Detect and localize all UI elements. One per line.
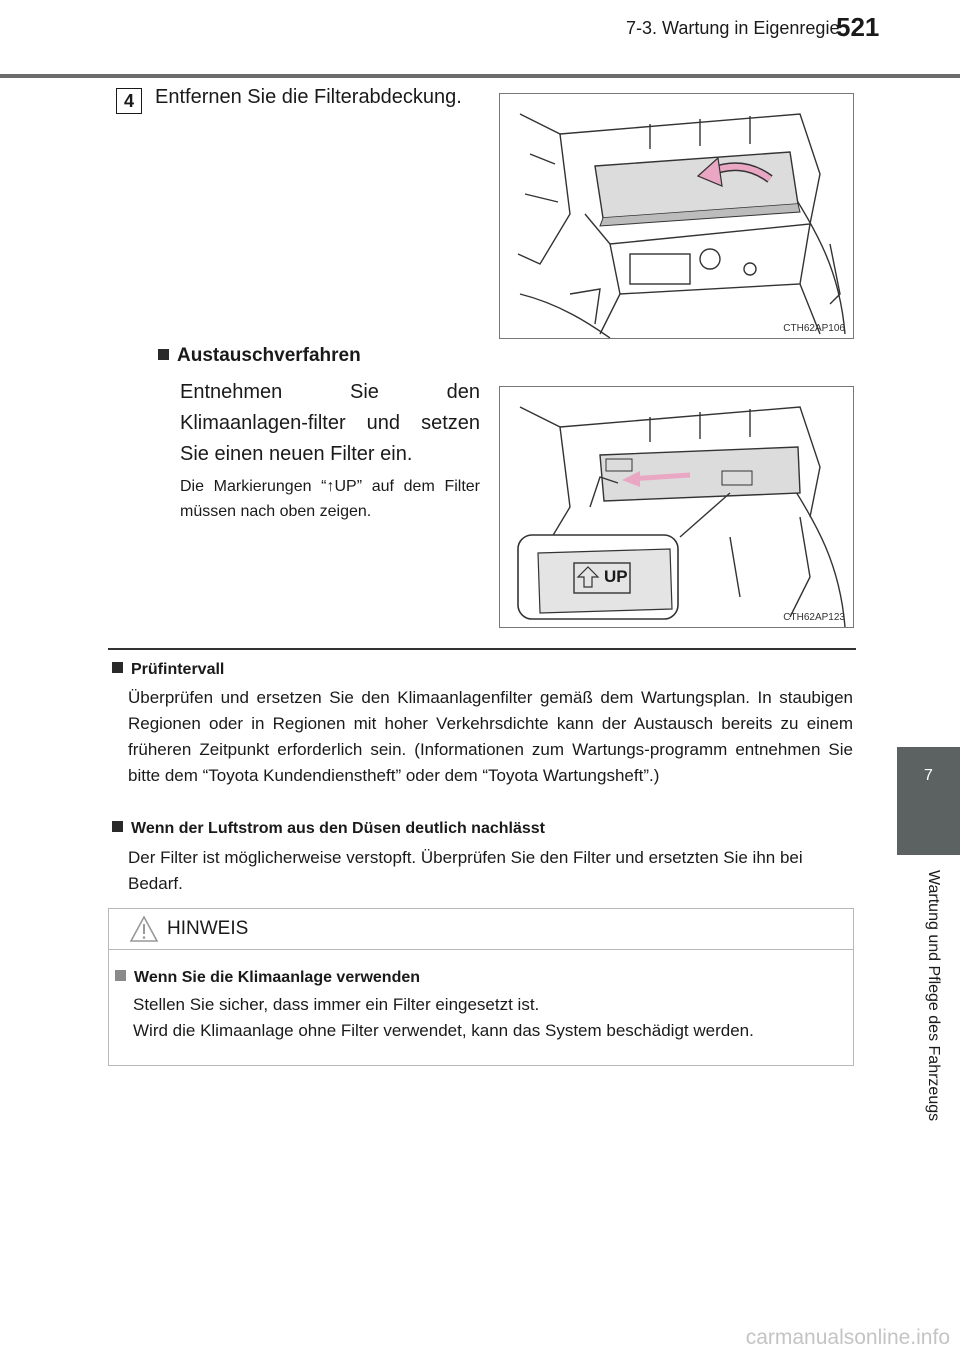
- square-bullet-icon: [158, 349, 169, 360]
- step-text: Entfernen Sie die Filterabdeckung.: [155, 86, 462, 108]
- page-number: 521: [836, 12, 880, 42]
- chapter-tab: [897, 747, 960, 855]
- heading-pruefintervall: Prüfintervall: [112, 661, 224, 679]
- notice-header: [109, 909, 853, 950]
- figure-filter-insert: [499, 386, 854, 628]
- figure-filter-cover: [499, 93, 854, 339]
- header-rule: [0, 74, 960, 78]
- replacement-note: Die Markierungen “↑UP” auf dem Filter müssen nach oben zeigen.: [180, 478, 480, 520]
- up-marking: UP: [604, 567, 628, 586]
- notice-text-line: Stellen Sie sicher, dass immer ein Filter eingesetzt ist.: [133, 995, 540, 1014]
- section-divider: [108, 648, 856, 650]
- airflow-text: Der Filter ist möglicherweise verstopft. Überprüfen Sie den Filter und ersetzten Sie ihn bei Bedarf.: [128, 848, 803, 893]
- replacement-instruction: Entnehmen Sie den Klimaanlagen-filter und setzen Sie einen neuen Filter ein.: [180, 381, 480, 465]
- chapter-number: 7: [924, 767, 933, 784]
- square-bullet-icon: [112, 662, 123, 673]
- filter-insert-illustration: [500, 387, 853, 627]
- inspection-text: Überprüfen und ersetzen Sie den Klimaanlagenfilter gemäß dem Wartungsplan. In staubigen Regionen oder in Regionen mit hoher Verkehrsdichte kann der Austausch bereits zu einem früheren Zeitpunkt erforderlich sein. (Informationen zum Wartungs-programm entnehmen Sie bitte dem “Toyota Kundendienstheft” oder dem “Toyota Wartungsheft”.): [128, 688, 853, 785]
- filter-cover-illustration: [500, 94, 853, 338]
- notice-text-line: Wird die Klimaanlage ohne Filter verwendet, kann das System beschädigt werden.: [133, 1021, 754, 1040]
- heading-austauschverfahren: Austauschverfahren: [158, 345, 361, 367]
- section-reference: 7-3. Wartung in Eigenregie: [626, 18, 840, 38]
- step-number: 4: [116, 88, 142, 114]
- notice-box: [108, 908, 854, 1066]
- watermark: carmanualsonline.info: [745, 1326, 950, 1349]
- notice-title: HINWEIS: [167, 918, 249, 939]
- square-bullet-icon: [115, 970, 126, 981]
- figure-code: CTH62AP123: [783, 612, 845, 623]
- square-bullet-icon: [112, 821, 123, 832]
- heading-luftstrom: Wenn der Luftstrom aus den Düsen deutlich nachlässt: [112, 820, 545, 838]
- warning-triangle-icon: [129, 915, 159, 943]
- notice-subheading: Wenn Sie die Klimaanlage verwenden: [115, 969, 420, 987]
- figure-code: CTH62AP106: [783, 323, 845, 334]
- chapter-label: Wartung und Pflege des Fahrzeugs: [925, 870, 942, 1122]
